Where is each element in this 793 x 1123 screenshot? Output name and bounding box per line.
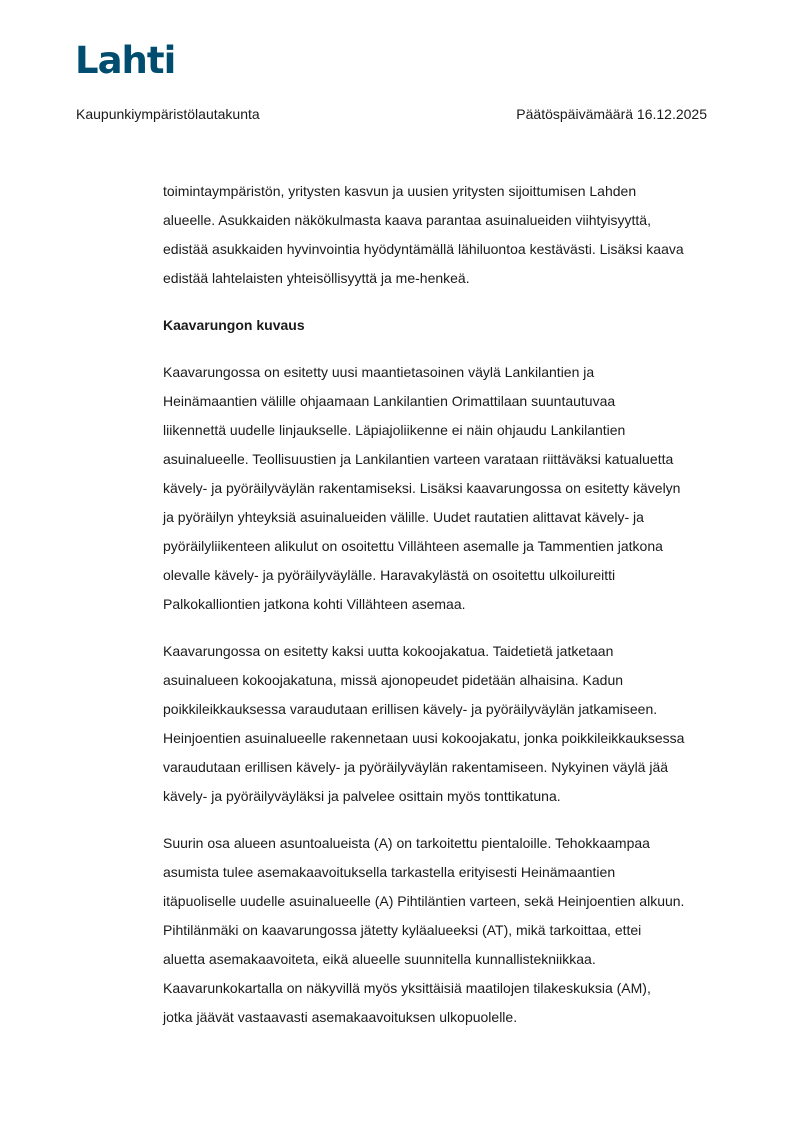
text-line: ja pyöräilyn yhteyksiä asuinalueiden välille. Uudet rautatien alittavat kävely- ja: [163, 509, 644, 525]
text-line: kävely- ja pyöräilyväylän rakentamiseksi. Lisäksi kaavarungossa on esitetty kävelyn: [163, 480, 681, 496]
section-heading: Kaavarungon kuvaus: [163, 317, 305, 333]
text-line: pyöräilyliikenteen alikulut on osoitettu Villähteen asemalle ja Tammentien jatkona: [163, 538, 663, 554]
text-line: Heinämaantien välille ohjaamaan Lankilantien Orimattilaan suuntautuvaa: [163, 393, 616, 409]
paragraph-3: [163, 637, 733, 811]
text-line: itäpuoliselle uudelle asuinalueelle (A) Pihtiläntien varteen, sekä Heinjoentien alkuun.: [163, 893, 685, 909]
paragraph-4: [163, 829, 733, 1032]
text-line: jotka jäävät vastaavasti asemakaavoituksen ulkopuolelle.: [163, 1009, 518, 1025]
paragraph-1: [163, 177, 733, 293]
text-line: Kaavarunkokartalla on näkyvillä myös yksittäisiä maatilojen tilakeskuksia (AM),: [163, 980, 651, 996]
text-line: asuinalueelle. Teollisuustien ja Lankilantien varteen varataan riittäväksi katualuetta: [163, 451, 674, 467]
text-line: toimintaympäristön, yritysten kasvun ja uusien yritysten sijoittumisen Lahden: [163, 183, 637, 199]
text-line: Pihtilänmäki on kaavarungossa jätetty kyläalueeksi (AT), mikä tarkoittaa, ettei: [163, 922, 642, 938]
text-line: poikkileikkauksessa varaudutaan erillisen kävely- ja pyöräilyväylän jatkamiseen.: [163, 701, 658, 717]
text-line: liikennettä uudelle linjaukselle. Läpiajoliikenne ei näin ohjaudu Lankilantien: [163, 422, 626, 438]
text-line: edistää lahtelaisten yhteisöllisyyttä ja me-henkeä.: [163, 270, 470, 286]
text-line: Palkokalliontien jatkona kohti Villähteen asemaa.: [163, 596, 466, 612]
text-line: asuinalueen kokoojakatuna, missä ajonopeudet pidetään alhaisina. Kadun: [163, 672, 624, 688]
lahti-logo: Lahti: [75, 39, 176, 82]
text-line: varaudutaan erillisen kävely- ja pyöräilyväylän rakentamiseen. Nykyinen väylä jää: [163, 759, 669, 775]
decision-date: Päätöspäivämäärä 16.12.2025: [516, 106, 707, 122]
paragraph-2: [163, 358, 733, 619]
text-line: alueelle. Asukkaiden näkökulmasta kaava parantaa asuinalueiden viihtyisyyttä,: [163, 212, 651, 228]
text-line: kävely- ja pyöräilyväyläksi ja palvelee osittain myös tonttikatuna.: [163, 788, 561, 804]
text-line: Kaavarungossa on esitetty kaksi uutta kokoojakatua. Taidetietä jatketaan: [163, 643, 614, 659]
text-line: asumista tulee asemakaavoituksella tarkastella erityisesti Heinämaantien: [163, 864, 616, 880]
text-line: aluetta asemakaavoiteta, eikä alueelle suunnitella kunnallistekniikkaa.: [163, 951, 596, 967]
text-line: Kaavarungossa on esitetty uusi maantietasoinen väylä Lankilantien ja: [163, 364, 595, 380]
text-line: olevalle kävely- ja pyöräilyväylälle. Haravakylästä on osoitettu ulkoilureitti: [163, 567, 616, 583]
text-line: Heinjoentien asuinalueelle rakennetaan uusi kokoojakatu, jonka poikkileikkauksessa: [163, 730, 685, 746]
text-line: Suurin osa alueen asuntoalueista (A) on tarkoitettu pientaloille. Tehokkaampaa: [163, 835, 650, 851]
organization-name: Kaupunkiympäristölautakunta: [76, 106, 260, 122]
text-line: edistää asukkaiden hyvinvointia hyödyntämällä lähiluontoa kestävästi. Lisäksi kaava: [163, 241, 684, 257]
document-body: [163, 177, 733, 1050]
